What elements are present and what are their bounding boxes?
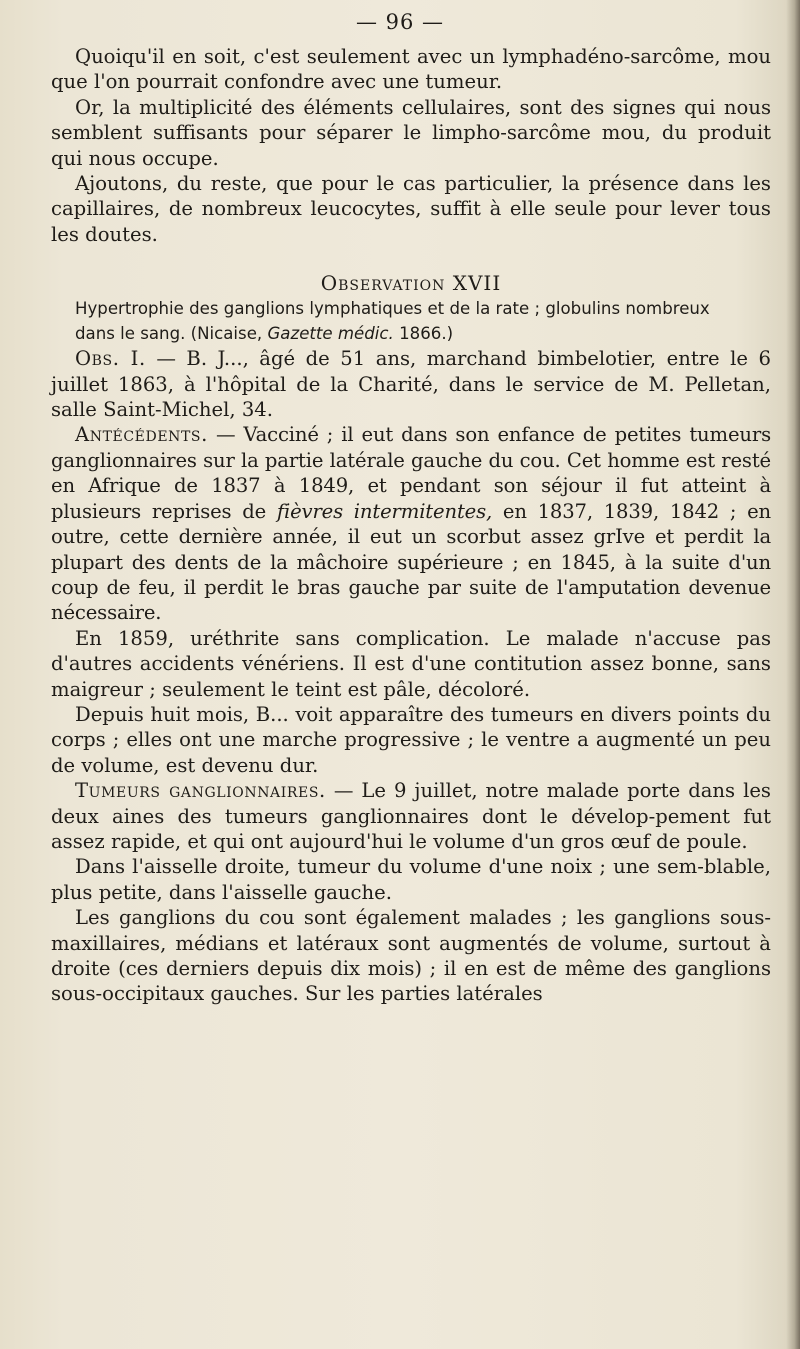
subtitle-line-2 xyxy=(51,321,771,346)
paragraph-tumeurs xyxy=(51,778,771,854)
subtitle-line-1: Hypertrophie des ganglions lymphatiques et de la rate ; globulins nombreux xyxy=(75,299,710,319)
obs-text: — B. J..., âgé de 51 ans, marchand bimbelotier, entre le 6 juillet 1863, à l'hôpital de la Charité, dans le service de M. Pelletan, salle Saint-Michel, 34. xyxy=(51,347,771,422)
paragraph: Dans l'aisselle droite, tumeur du volume d'une noix ; une sem-blable, plus petite, dans l'aisselle gauche. xyxy=(51,855,771,904)
observation-heading: Observation XVII xyxy=(320,271,502,296)
page-body xyxy=(51,44,771,1007)
antecedents-text-before: — Vacciné ; il eut dans son enfance de petites tumeurs ganglionnaires sur la partie latérale gauche du cou. Cet homme est resté en Afrique de 1837 à 1849, et pendant son séjour il fut atteint à plusieurs reprises de xyxy=(51,423,771,523)
paragraph: Les ganglions du cou sont également malades ; les ganglions sous-maxillaires, médians et latéraux sont augmentés de volume, surtout à droite (ces derniers depuis dix mois) ; il en est de même des ganglions sous-occipitaux gauches. Sur les parties latérales xyxy=(51,906,771,1006)
tumeurs-text: — Le 9 juillet, notre malade porte dans les deux aines des tumeurs ganglionnaires dont le dévelop-pement fut assez rapide, et qui ont aujourd'hui le volume d'un gros œuf de poule. xyxy=(51,779,771,853)
antecedents-italic: fièvres intermitentes, xyxy=(276,499,493,523)
subtitle-journal: Gazette médic. xyxy=(267,324,394,344)
paragraph-obs xyxy=(51,346,771,422)
page-edge-shadow xyxy=(786,0,800,1349)
antecedents-label: Antécédents. xyxy=(75,423,208,447)
page-number: — 96 — xyxy=(355,10,445,34)
paragraph: Or, la multiplicité des éléments cellulaires, sont des signes qui nous semblent suffisants pour séparer le limpho-sarcôme mou, du produit qui nous occupe. xyxy=(51,95,771,170)
observation-subtitle xyxy=(51,296,771,346)
subtitle-line-2-prefix: dans le sang. (Nicaise, xyxy=(75,324,268,344)
paragraph: En 1859, uréthrite sans complication. Le malade n'accuse pas d'autres accidents vénériens. Il est d'une contitution assez bonne, sans maigreur ; seulement le teint est pâle, décoloré. xyxy=(51,626,771,701)
paragraph: Ajoutons, du reste, que pour le cas particulier, la présence dans les capillaires, de nombreux leucocytes, suffit à elle seule pour lever tous les doutes. xyxy=(51,172,771,246)
tumeurs-label: Tumeurs ganglionnaires. xyxy=(75,779,326,803)
subtitle-line-2-suffix: 1866.) xyxy=(393,324,454,344)
antecedents-text-after: en 1837, 1839, 1842 ; en outre, cette dernière année, il eut un scorbut assez grIve et perdit la plupart des dents de la mâchoire supérieure ; en 1845, à la suite d'un coup de feu, il perdit le bras gauche par suite de l'amputation devenue nécessaire. xyxy=(51,499,772,625)
paragraph-antecedents xyxy=(51,422,771,625)
obs-label: Obs. I. xyxy=(75,347,146,371)
paragraph: Quoiqu'il en soit, c'est seulement avec un lymphadéno-sarcôme, mou que l'on pourrait confondre avec une tumeur. xyxy=(51,45,771,94)
paragraph: Depuis huit mois, B... voit apparaître des tumeurs en divers points du corps ; elles ont une marche progressive ; le ventre a augmenté un peu de volume, est devenu dur. xyxy=(51,702,771,777)
